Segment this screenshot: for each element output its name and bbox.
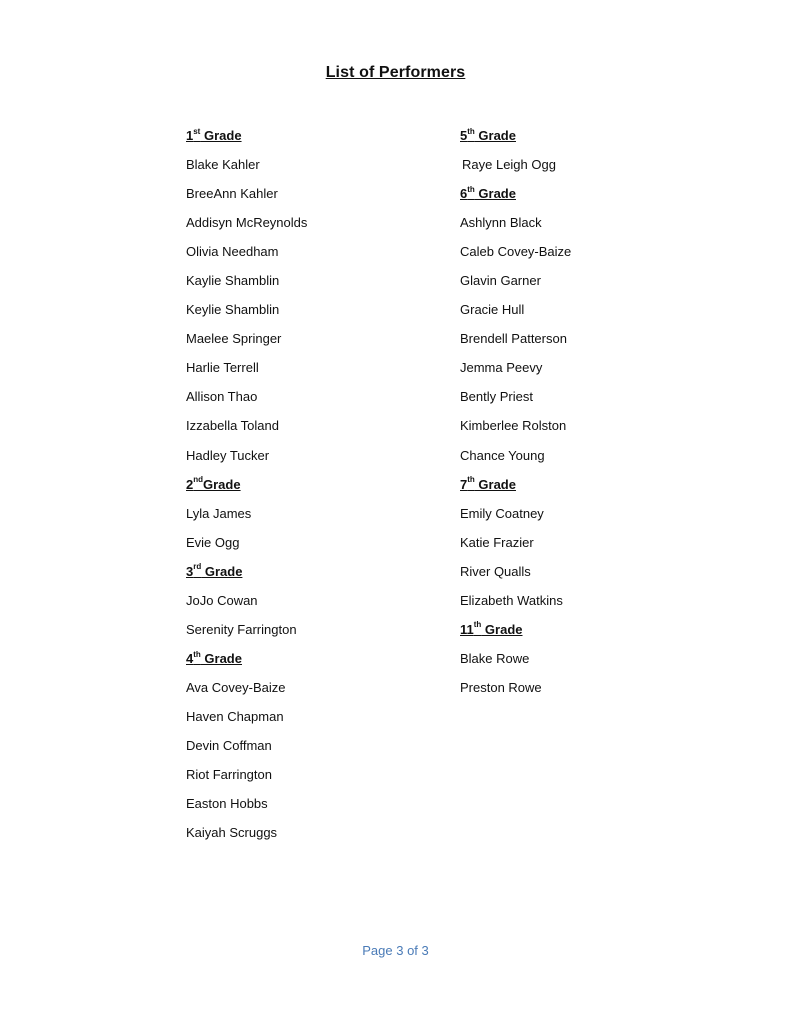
performer-name: Elizabeth Watkins <box>460 592 563 608</box>
performer-name: Chance Young <box>460 447 545 463</box>
performer-name: Allison Thao <box>186 389 258 405</box>
performer-name: Glavin Garner <box>460 273 541 289</box>
grade-heading-text: 11th Grade <box>460 620 523 637</box>
performer-name: Riot Farrington <box>186 767 272 783</box>
grade-heading-text: 4th Grade <box>186 649 242 666</box>
grade-heading <box>460 184 720 213</box>
performer-name: Kaiyah Scruggs <box>186 825 278 841</box>
performer-name: Jemma Peevy <box>460 360 543 376</box>
grade-heading-text: 5th Grade <box>460 126 516 143</box>
performer-name: Devin Coffman <box>186 737 272 753</box>
performer-name: Kaylie Shamblin <box>186 273 280 289</box>
grade-heading <box>186 562 446 591</box>
performer-name: Bently Priest <box>460 389 533 405</box>
grade-heading <box>186 649 446 678</box>
grade-heading <box>186 126 446 155</box>
performer-name: Ava Covey-Baize <box>186 679 286 695</box>
right-column <box>460 126 720 707</box>
left-column <box>186 126 446 852</box>
performer-name: Olivia Needham <box>186 244 279 260</box>
grade-heading-text: 2ndGrade <box>186 475 241 492</box>
performer-name: River Qualls <box>460 563 531 579</box>
performer-name: Addisyn McReynolds <box>186 215 308 231</box>
performer-name: Haven Chapman <box>186 708 284 724</box>
performer-name: Caleb Covey-Baize <box>460 244 572 260</box>
performer-name: Kimberlee Rolston <box>460 418 567 434</box>
performer-name: Blake Rowe <box>460 650 530 666</box>
grade-heading <box>460 620 720 649</box>
performer-name: Katie Frazier <box>460 534 534 550</box>
grade-heading-text: 7th Grade <box>460 475 516 492</box>
grade-heading-text: 6th Grade <box>460 184 516 202</box>
performer-name: Emily Coatney <box>460 505 544 521</box>
grade-heading <box>460 126 720 155</box>
performer-name: Blake Kahler <box>186 157 260 173</box>
grade-heading-text: 3rd Grade <box>186 562 243 579</box>
performer-name: Ashlynn Black <box>460 215 542 231</box>
grade-heading-text: 1st Grade <box>186 126 242 143</box>
grade-heading <box>460 475 720 504</box>
page-footer: Page 3 of 3 <box>362 943 429 958</box>
performer-name: Serenity Farrington <box>186 621 297 637</box>
performer-name: Hadley Tucker <box>186 447 270 463</box>
page-title: List of Performers <box>325 64 466 81</box>
performer-name: JoJo Cowan <box>186 592 258 608</box>
performer-name: Keylie Shamblin <box>186 302 280 318</box>
performer-name: Easton Hobbs <box>186 796 268 812</box>
performer-name: Izzabella Toland <box>186 418 279 434</box>
performer-name: Gracie Hull <box>460 302 525 318</box>
performer-name: Preston Rowe <box>460 679 542 695</box>
performer-name: Evie Ogg <box>186 534 240 550</box>
performer-name: Lyla James <box>186 505 252 521</box>
performer-name: BreeAnn Kahler <box>186 186 278 202</box>
performer-name: Raye Leigh Ogg <box>462 157 556 173</box>
performer-name: Harlie Terrell <box>186 360 259 376</box>
grade-heading <box>186 475 446 504</box>
performer-name: Maelee Springer <box>186 331 282 347</box>
performer-name: Brendell Patterson <box>460 331 567 347</box>
